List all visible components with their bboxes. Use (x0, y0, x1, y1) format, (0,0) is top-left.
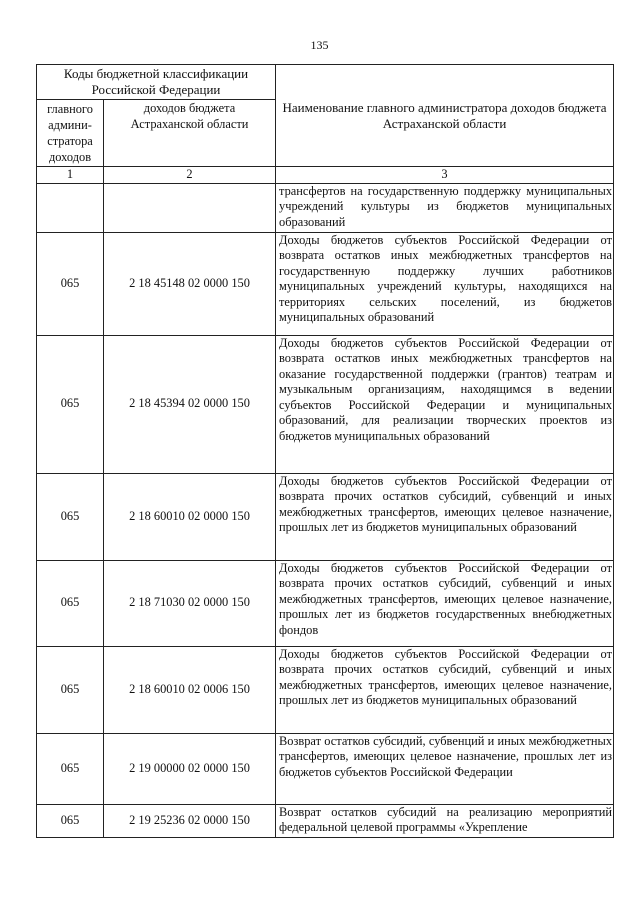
revenue-name-cell: Возврат остатков субсидий на реализацию мероприятий федеральной целевой программы «Укрепление (276, 804, 614, 837)
revenue-name-cell: Доходы бюджетов субъектов Российской Федерации от возврата прочих остатков субсидий, субвенций и иных межбюджетных трансфертов, имеющих целевое назначение, прошлых лет из бюджетов муниципальных образований (276, 473, 614, 560)
table-row (37, 335, 614, 473)
header-row-group (37, 65, 614, 100)
budget-code-cell: 2 18 60010 02 0000 150 (104, 473, 276, 560)
revenue-name-cell: Доходы бюджетов субъектов Российской Федерации от возврата прочих остатков субсидий, субвенций и иных межбюджетных трансфертов, имеющих целевое назначение, прошлых лет из бюджетов муниципальных образований (276, 646, 614, 733)
budget-code-cell: 2 19 00000 02 0000 150 (104, 733, 276, 804)
admin-code-cell: 065 (37, 335, 104, 473)
table-row (37, 232, 614, 335)
header-classification-codes: Коды бюджетной классификации Российской Федерации (37, 65, 276, 100)
column-number-3: 3 (276, 167, 614, 184)
column-number-row (37, 167, 614, 184)
revenue-name-cell: Доходы бюджетов субъектов Российской Федерации от возврата остатков иных межбюджетных трансфертов на оказание государственной поддержки (грантов) театрам и музыкальным организациям, находящимся в ведении субъектов Российской Федерации и муниципальных образований, для реализации творческих проектов из бюджетов муниципальных образований (276, 335, 614, 473)
admin-code-cell: 065 (37, 473, 104, 560)
budget-code-cell: 2 18 71030 02 0000 150 (104, 560, 276, 646)
table-row (37, 646, 614, 733)
table-row (37, 733, 614, 804)
budget-code-cell: 2 18 60010 02 0006 150 (104, 646, 276, 733)
table-row (37, 804, 614, 837)
admin-code-cell (37, 183, 104, 232)
admin-code-cell: 065 (37, 804, 104, 837)
revenue-name-cell: Доходы бюджетов субъектов Российской Федерации от возврата прочих остатков субсидий, субвенций и иных межбюджетных трансфертов, имеющих целевое назначение, прошлых лет из бюджетов государственных внебюджетных фондов (276, 560, 614, 646)
table-row (37, 183, 614, 232)
revenue-name-cell: Доходы бюджетов субъектов Российской Федерации от возврата остатков иных межбюджетных трансфертов на государственную поддержку лучших работников муниципальных учреждений культуры, находящихся на территориях сельских поселений, из бюджетов муниципальных образований (276, 232, 614, 335)
admin-code-cell: 065 (37, 560, 104, 646)
budget-code-cell (104, 183, 276, 232)
table-row (37, 560, 614, 646)
page-number: 135 (310, 38, 329, 52)
admin-code-cell: 065 (37, 733, 104, 804)
budget-code-cell: 2 19 25236 02 0000 150 (104, 804, 276, 837)
revenue-name-cell: Возврат остатков субсидий, субвенций и иных межбюджетных трансфертов, имеющих целевое назначение, прошлых лет из бюджетов субъектов Российской Федерации (276, 733, 614, 804)
revenue-name-cell: трансфертов на государственную поддержку муниципальных учреждений культуры из бюджетов муниципальных образований (276, 183, 614, 232)
budget-code-cell: 2 18 45394 02 0000 150 (104, 335, 276, 473)
admin-code-cell: 065 (37, 646, 104, 733)
column-number-1: 1 (37, 167, 104, 184)
header-main-administrator: главного админи-стратора доходов (37, 100, 104, 167)
budget-code-cell: 2 18 45148 02 0000 150 (104, 232, 276, 335)
header-budget-revenue: доходов бюджета Астраханской области (104, 100, 276, 167)
header-administrator-name: Наименование главного администратора доходов бюджета Астраханской области (276, 65, 614, 167)
column-number-2: 2 (104, 167, 276, 184)
admin-code-cell: 065 (37, 232, 104, 335)
table-row (37, 473, 614, 560)
budget-classification-table (36, 64, 614, 838)
